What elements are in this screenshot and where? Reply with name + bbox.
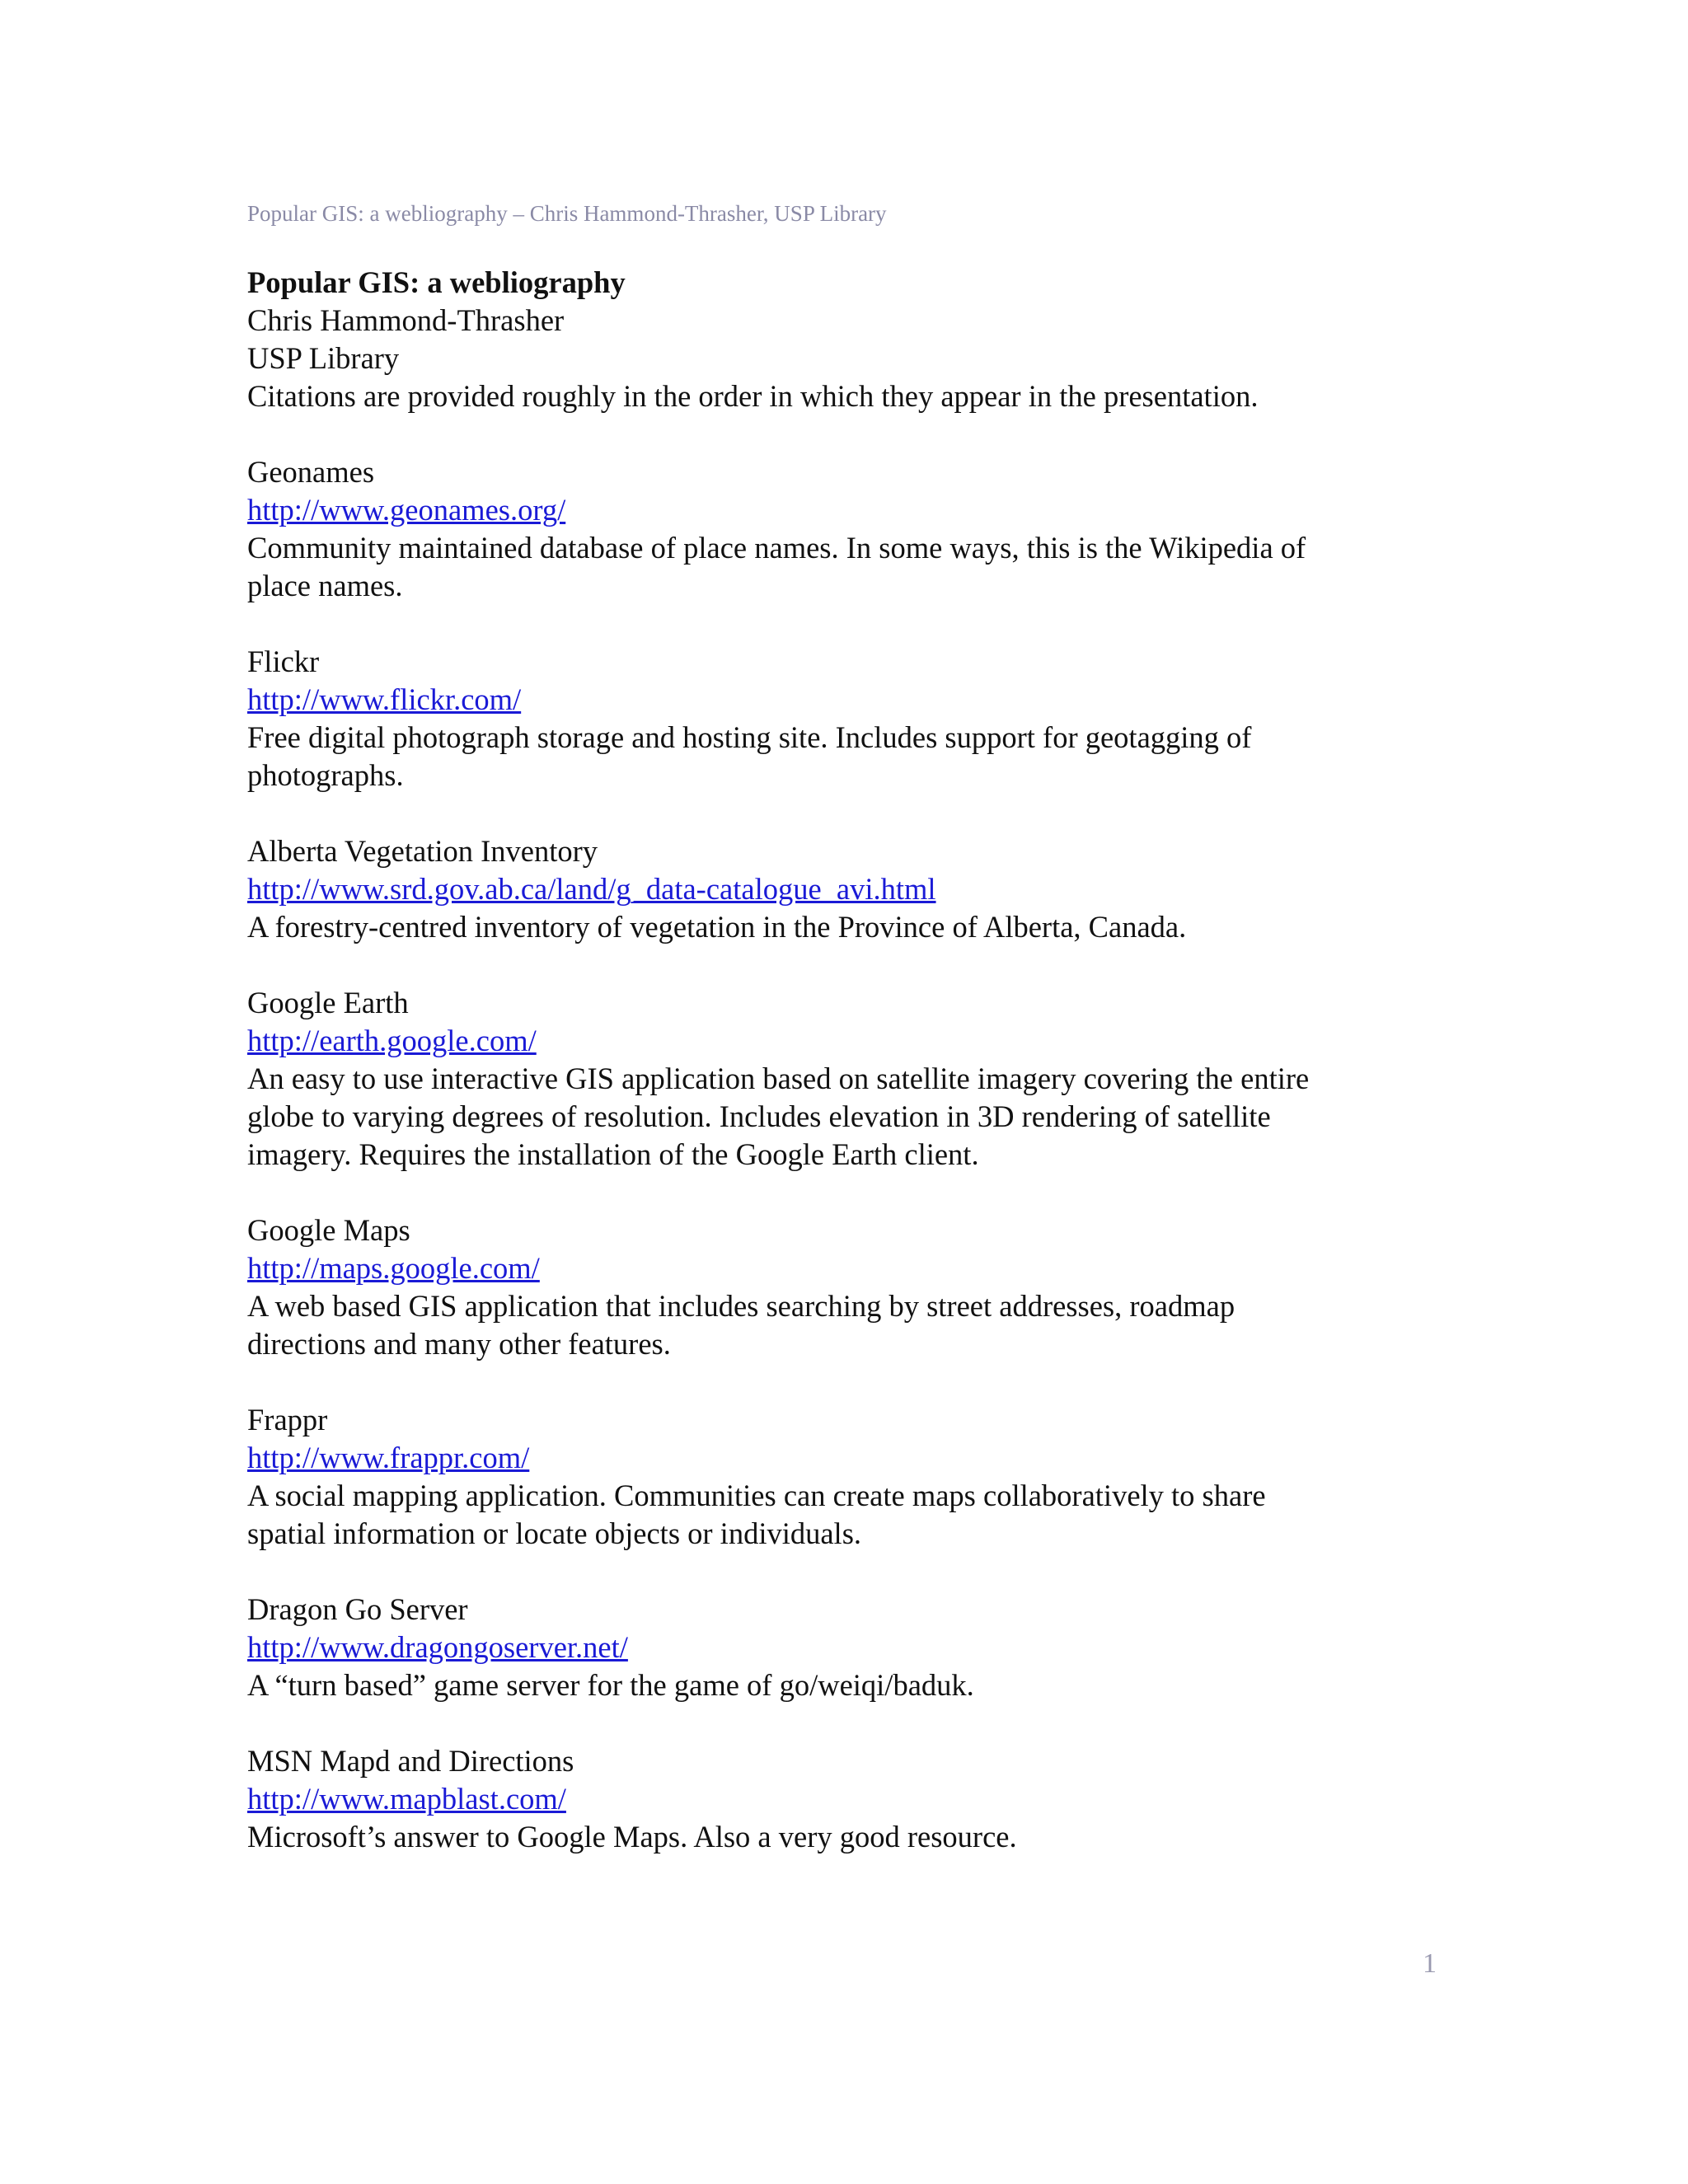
citation-entry <box>247 984 1434 1174</box>
citation-link[interactable]: http://www.geonames.org/ <box>247 493 566 527</box>
citation-description: An easy to use interactive GIS application based on satellite imagery covering the entire globe to varying degrees of resolution. Includes elevation in 3D rendering of satellite imagery. Requires the installation of the Google Earth client. <box>247 1062 1310 1171</box>
citation-entry <box>247 1401 1434 1553</box>
affiliation: USP Library <box>247 341 400 375</box>
document-title: Popular GIS: a webliography <box>247 265 626 299</box>
citation-link[interactable]: http://maps.google.com/ <box>247 1251 540 1285</box>
author-name: Chris Hammond-Thrasher <box>247 303 565 337</box>
running-header: Popular GIS: a webliography – Chris Hammond-Thrasher, USP Library <box>247 201 887 226</box>
citation-description: A “turn based” game server for the game of go/weiqi/baduk. <box>247 1668 974 1702</box>
page-number: 1 <box>1423 1948 1437 1979</box>
citation-link[interactable]: http://www.flickr.com/ <box>247 682 522 716</box>
citation-name: Flickr <box>247 644 320 678</box>
citation-entry <box>247 643 1434 794</box>
citation-entry <box>247 1212 1434 1363</box>
citation-entry <box>247 1742 1434 1856</box>
citation-name: Alberta Vegetation Inventory <box>247 834 598 868</box>
citation-name: Geonames <box>247 455 375 489</box>
intro-note: Citations are provided roughly in the order in which they appear in the presentation. <box>247 379 1259 413</box>
citation-link[interactable]: http://www.mapblast.com/ <box>247 1782 566 1816</box>
citation-entry <box>247 453 1434 605</box>
citation-link[interactable]: http://www.frappr.com/ <box>247 1441 530 1474</box>
citation-entry <box>247 1591 1434 1704</box>
citation-name: Dragon Go Server <box>247 1592 468 1626</box>
citation-name: Google Earth <box>247 986 409 1019</box>
citation-link[interactable]: http://www.srd.gov.ab.ca/land/g_data-catalogue_avi.html <box>247 872 936 906</box>
citation-description: Free digital photograph storage and hosting site. Includes support for geotagging of photographs. <box>247 720 1252 792</box>
citation-name: Frappr <box>247 1403 328 1436</box>
citation-link[interactable]: http://earth.google.com/ <box>247 1024 537 1057</box>
citation-name: MSN Mapd and Directions <box>247 1744 574 1778</box>
citation-description: A social mapping application. Communities can create maps collaboratively to share spatial information or locate objects or individuals. <box>247 1479 1266 1550</box>
citation-entry <box>247 832 1434 946</box>
citation-name: Google Maps <box>247 1213 410 1247</box>
citation-description: A web based GIS application that includes searching by street addresses, roadmap directions and many other features. <box>247 1289 1236 1361</box>
citation-description: Microsoft’s answer to Google Maps. Also a very good resource. <box>247 1820 1017 1854</box>
document-page <box>247 0 1434 2184</box>
citation-link[interactable]: http://www.dragongoserver.net/ <box>247 1630 628 1664</box>
citation-description: A forestry-centred inventory of vegetation in the Province of Alberta, Canada. <box>247 910 1187 944</box>
citation-description: Community maintained database of place names. In some ways, this is the Wikipedia of place names. <box>247 531 1306 602</box>
document-content <box>247 264 1434 1856</box>
